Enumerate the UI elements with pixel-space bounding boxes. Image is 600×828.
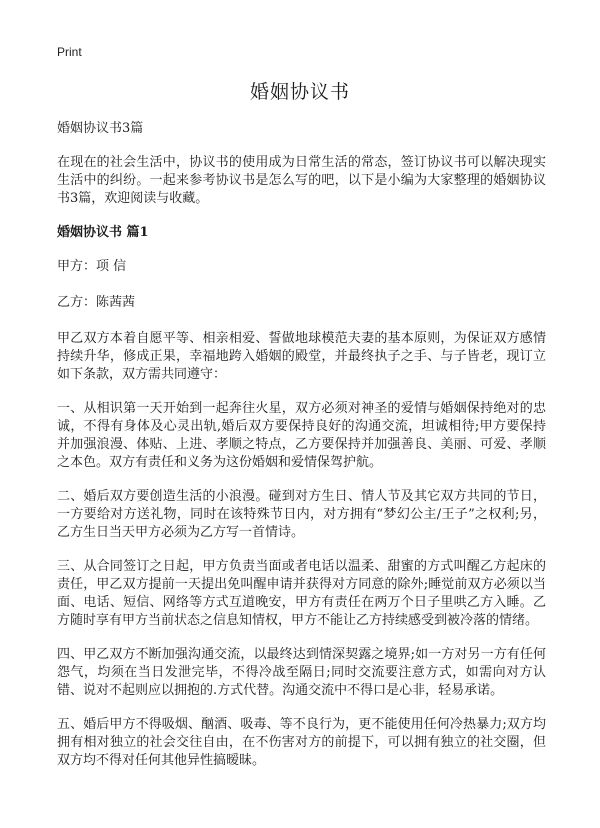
- clause-preamble: 甲乙双方本着自愿平等、相亲相爱、誓做地球模范夫妻的基本原则，为保证双方感情持续升华，修成正果，幸福地跨入婚姻的殿堂，并最终执子之手、与子皆老，现订立如下条款，双方需共同遵守：: [57, 331, 546, 382]
- print-link[interactable]: Print: [57, 45, 82, 59]
- clause-1: 一、从相识第一天开始到一起奔往火星，双方必须对神圣的爱情与婚姻保持绝对的忠诚，不得有身体及心灵出轨,婚后双方要保持良好的沟通交流，坦诚相待;甲方要保持并加强浪漫、体贴、上进、孝顺之特点，乙方要保持并加强善良、美丽、可爱、孝顺之本色。双方有责任和义务为这份婚姻和爱情保驾护航。: [57, 401, 546, 470]
- document-body: [57, 120, 546, 786]
- party-b: 乙方：陈茜茜: [57, 295, 136, 310]
- clause-3: 三、从合同签订之日起，甲方负责当面或者电话以温柔、甜蜜的方式叫醒乙方起床的责任，甲乙双方提前一天提出免叫醒申请并获得对方同意的除外;睡觉前双方必须以当面、电话、短信、网络等方式互道晚安，甲方有责任在两万个日子里哄乙方入睡。乙方随时享有甲方当前状态之信息知情权，甲方不能让乙方持续感受到被冷落的情绪。: [57, 559, 546, 628]
- clause-5: 五、婚后甲方不得吸烟、酗酒、吸毒、等不良行为，更不能使用任何冷热暴力;双方均拥有相对独立的社会交往自由，在不伤害对方的前提下，可以拥有独立的社交圈，但双方均不得对任何其他异性搞暧昧。: [57, 717, 546, 768]
- intro-paragraph: 在现在的社会生活中，协议书的使用成为日常生活的常态，签订协议书可以解决现实生活中的纠纷。一起来参考协议书是怎么写的吧，以下是小编为大家整理的婚姻协议书3篇，欢迎阅读与收藏。: [57, 155, 546, 206]
- document-title: 婚姻协议书: [249, 81, 350, 103]
- section-heading: 婚姻协议书 篇1: [57, 225, 149, 240]
- party-a: 甲方：项 信: [57, 259, 127, 274]
- clause-2: 二、婚后双方要创造生活的小浪漫。碰到对方生日、情人节及其它双方共同的节日，一方要给对方送礼物，同时在该特殊节日内，对方拥有“梦幻公主/王子”之权利;另，乙方生日当天甲方必须为乙方写一首情诗。: [57, 489, 546, 540]
- clause-4: 四、甲乙双方不断加强沟通交流，以最终达到情深契露之境界;如一方对另一方有任何怨气，均须在当日发泄完毕，不得冷战至隔日;同时交流要注意方式，如需向对方认错、说对不起则应以拥抱的.方式代替。沟通交流中不得口是心非，轻易承诺。: [57, 647, 546, 698]
- document-subtitle: 婚姻协议书3篇: [57, 121, 144, 136]
